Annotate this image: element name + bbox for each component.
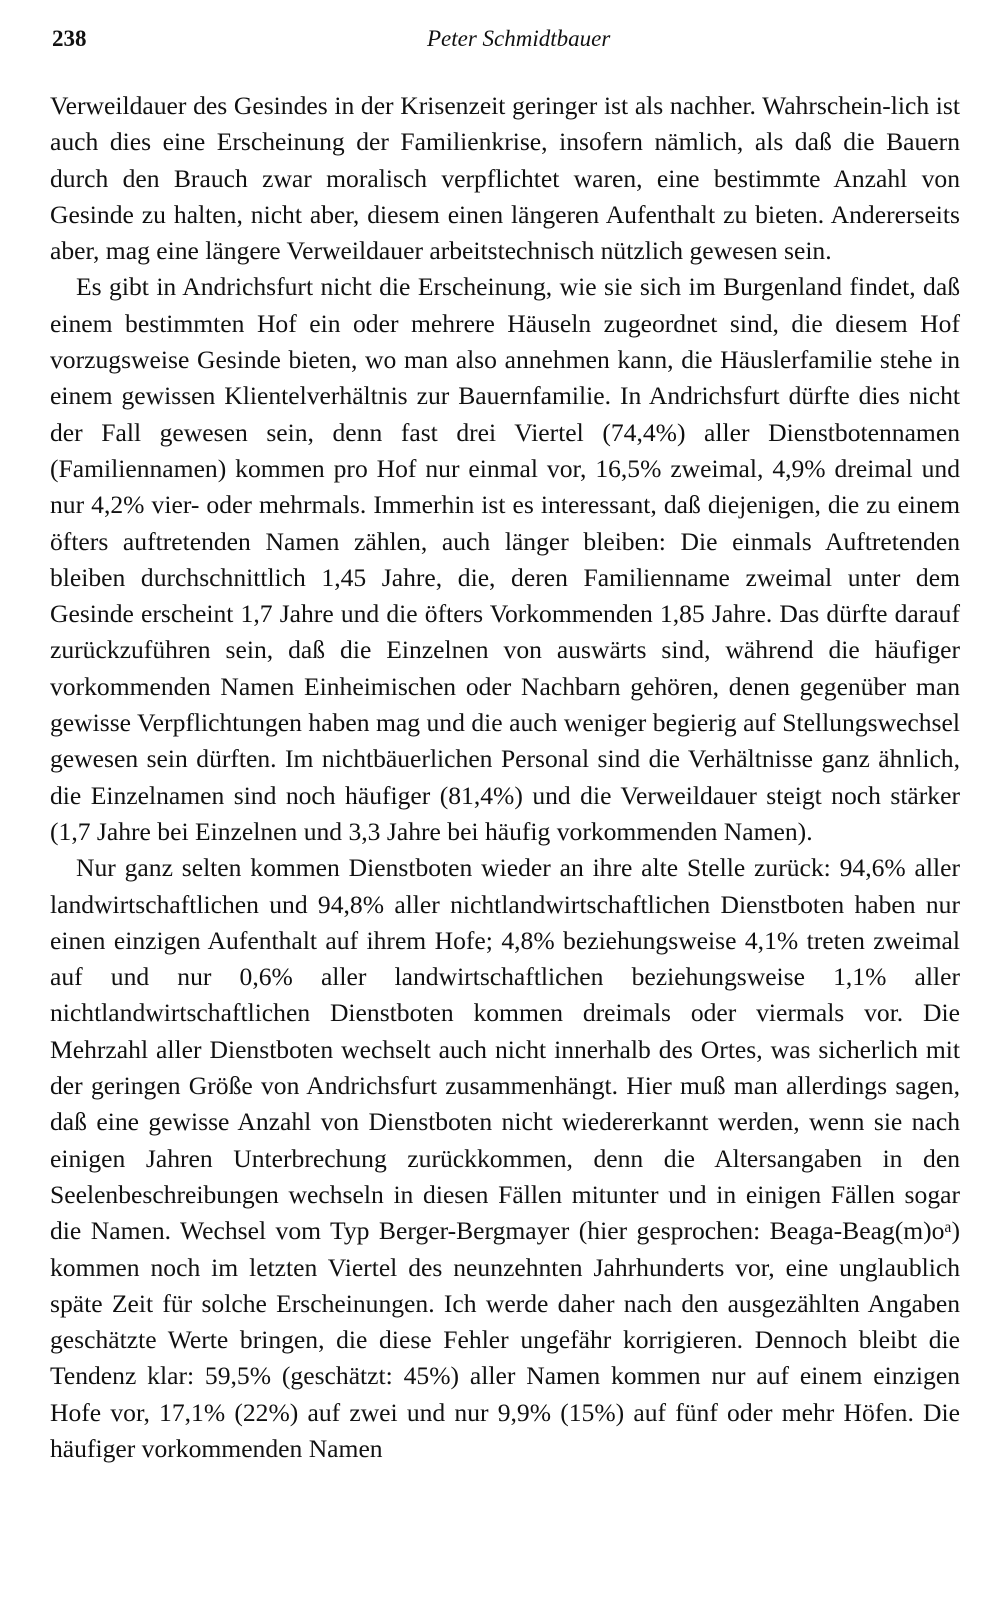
paragraph-3: Nur ganz selten kommen Dienstboten wieder an ihre alte Stelle zurück: 94,6% aller landwirtschaftlichen und 94,8% aller nichtlandwirtschaftlichen Dienstboten haben nur einen einzigen Aufenthalt auf ihrem Hofe; 4,8% beziehungsweise 4,1% treten zweimal auf und nur 0,6% aller landwirtschaftlichen beziehungsweise 1,1% aller nichtlandwirtschaftlichen Dienstboten kommen dreimals oder viermals vor. Die Mehrzahl aller Dienstboten wechselt auch nicht innerhalb des Ortes, was sicherlich mit der geringen Größe von Andrichsfurt zusammenhängt. Hier muß man allerdings sagen, daß eine gewisse Anzahl von Dienstboten nicht wiedererkannt werden, wenn sie nach einigen Jahren Unterbrechung zurückkommen, denn die Altersangaben in den Seelenbeschreibungen wechseln in diesen Fällen mitunter und in einigen Fällen sogar die Namen. Wechsel vom Typ Berger-Bergmayer (hier gesprochen: Beaga-Beag(m)oᵃ) kommen noch im letzten Viertel des neunzehnten Jahrhunderts vor, eine unglaublich späte Zeit für solche Erscheinungen. Ich werde daher nach den ausgezählten Angaben geschätzte Werte bringen, die diese Fehler ungefähr korrigieren. Dennoch bleibt die Tendenz klar: 59,5% (geschätzt: 45%) aller Namen kommen nur auf einem einzigen Hofe vor, 17,1% (22%) auf zwei und nur 9,9% (15%) auf fünf oder mehr Höfen. Die häufiger vorkommenden Namen	[50, 853, 960, 1463]
paragraph-2: Es gibt in Andrichsfurt nicht die Erscheinung, wie sie sich im Burgenland findet, daß einem bestimmten Hof ein oder mehrere Häuseln zugeordnet sind, die diesem Hof vorzugsweise Gesinde bieten, wo man also annehmen kann, die Häuslerfamilie stehe in einem gewissen Klientelverhältnis zur Bauernfamilie. In Andrichsfurt dürfte dies nicht der Fall gewesen sein, denn fast drei Viertel (74,4%) aller Dienstbotennamen (Familiennamen) kommen pro Hof nur einmal vor, 16,5% zweimal, 4,9% dreimal und nur 4,2% vier- oder mehrmals. Immerhin ist es interessant, daß diejenigen, die zu einem öfters auftretenden Namen zählen, auch länger bleiben: Die einmals Auftretenden bleiben durchschnittlich 1,45 Jahre, die, deren Familienname zweimal unter dem Gesinde erscheint 1,7 Jahre und die öfters Vorkommenden 1,85 Jahre. Das dürfte darauf zurückzuführen sein, daß die Einzelnen von auswärts sind, während die häufiger vorkommenden Namen Einheimischen oder Nachbarn gehören, denen gegenüber man gewisse Verpflichtungen haben mag und die auch weniger begierig auf Stellungswechsel gewesen sein dürften. Im nichtbäuerlichen Personal sind die Verhältnisse ganz ähnlich, die Einzelnamen sind noch häufiger (81,4%) und die Verweildauer steigt noch stärker (1,7 Jahre bei Einzelnen und 3,3 Jahre bei häufig vorkommenden Namen).	[50, 272, 960, 846]
page-number: 238	[52, 26, 87, 51]
running-head	[52, 22, 952, 62]
body-text	[50, 88, 960, 1467]
running-head-author: Peter Schmidtbauer	[427, 26, 611, 51]
paragraph-1: Verweildauer des Gesindes in der Krisenzeit geringer ist als nachher. Wahrschein-lich ist auch dies eine Erscheinung der Familienkrise, insofern nämlich, als daß die Bauern durch den Brauch zwar moralisch verpflichtet waren, eine bestimmte Anzahl von Gesinde zu halten, nicht aber, diesem einen längeren Aufenthalt zu bieten. Andererseits aber, mag eine längere Verweildauer arbeitstechnisch nützlich gewesen sein.	[50, 91, 960, 266]
